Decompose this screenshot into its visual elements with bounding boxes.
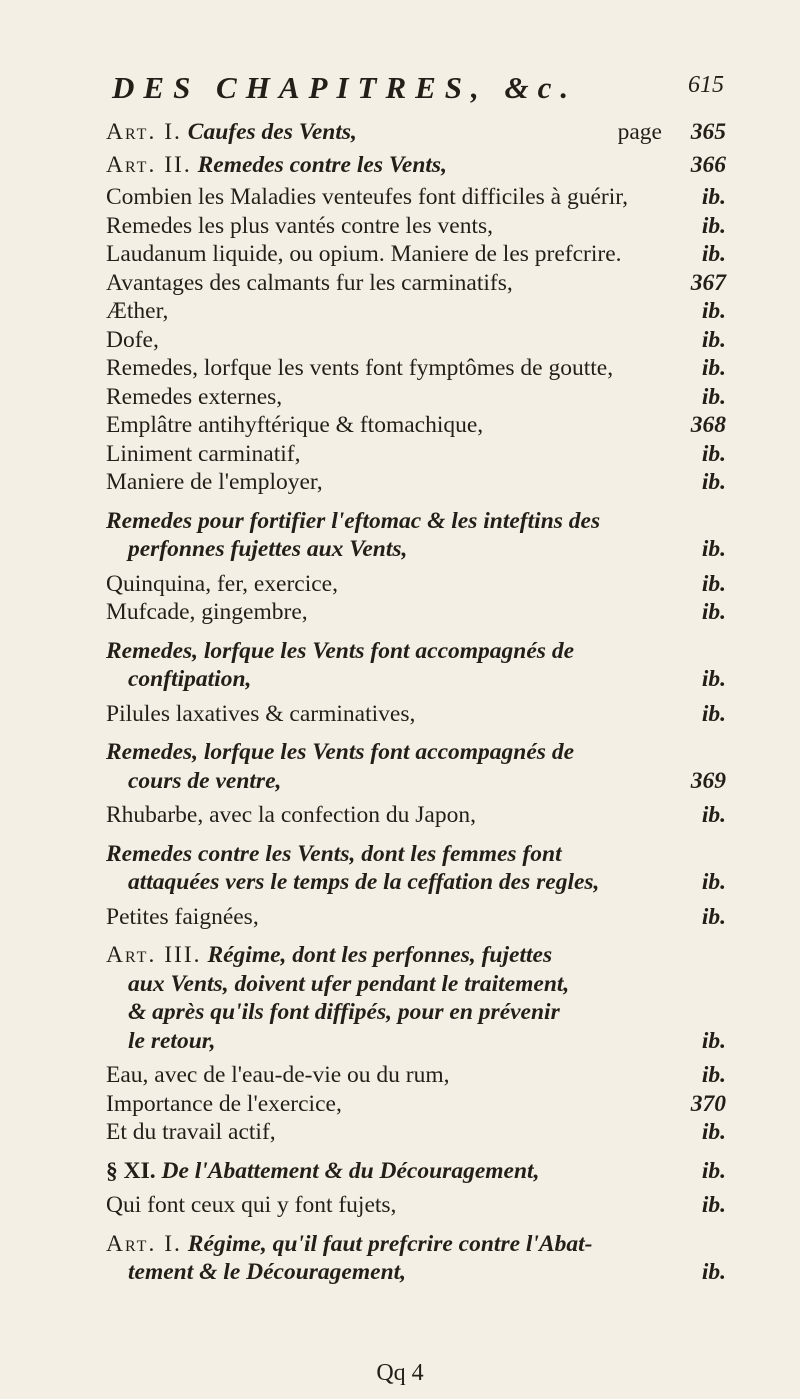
toc-entry [106,700,726,729]
entry-text: Combien les Maladies venteufes font difficiles à guérir, [106,184,629,210]
toc-entry [106,118,726,147]
heading-line: tement & le Découragement, [128,1259,407,1285]
entry-text: Mufcade, gingembre, [106,599,308,625]
toc-entry [106,240,726,269]
page-reference: ib. [701,1119,726,1145]
entry-prefix: Art. I. [106,119,182,145]
page-word: page [617,119,662,145]
page-reference: ib. [701,184,726,210]
section-prefix: § XI. [106,1157,156,1184]
toc-entry [106,598,726,627]
entry-text: Remedes externes, [106,383,283,410]
toc-entry [106,212,726,241]
heading-line: Régime, qu'il faut prefcrire contre l'Abat- [187,1230,593,1257]
page-reference: ib. [701,903,726,930]
page-reference: ib. [701,355,726,381]
toc-entry [106,354,726,383]
toc-entry [106,941,726,1055]
toc-entry [106,1118,726,1147]
page-reference: ib. [701,869,726,895]
entry-text: Importance de l'exercice, [106,1090,342,1117]
heading-line: Régime, dont les perfonnes, fujettes [207,942,553,968]
toc-entry [106,903,726,932]
page-reference: ib. [701,700,726,727]
entry-text: Rhubarbe, avec la confection du Japon, [106,802,476,828]
page-reference: ib. [701,1157,726,1184]
heading-line: aux Vents, doivent ufer pendant le traitement, [128,970,570,997]
toc-entry [106,1191,726,1220]
page-reference: ib. [701,298,726,324]
section-title: De l'Abattement & du Découragement, [161,1157,540,1184]
toc-entry [106,570,726,599]
toc-entry [106,1157,726,1186]
heading-line: conftipation, [128,666,252,692]
heading-line: attaquées vers le temps de la ceffation des regles, [128,869,600,895]
header-title: DES CHAPITRES, &c. [112,70,578,105]
page-reference: ib. [701,599,726,625]
entry-text: Eau, avec de l'eau-de-vie ou du rum, [106,1062,450,1088]
entry-text: Dofe, [106,326,159,353]
toc-entry [106,183,726,212]
heading-line: Remedes, lorfque les Vents font accompagnés de [106,739,575,765]
page-reference: ib. [701,1062,726,1088]
page-reference: ib. [701,383,726,410]
toc-entry [106,738,726,795]
toc-entry [106,507,726,564]
entry-text: Remedes, lorfque les vents font fymptômes de goutte, [106,355,614,381]
entry-text: Quinquina, fer, exercice, [106,570,338,597]
entry-prefix: Art. I. [106,1230,182,1257]
page-reference: ib. [701,326,726,353]
entry-text: Maniere de l'employer, [106,469,323,495]
heading-line: cours de ventre, [128,767,282,794]
heading-line: Remedes, lorfque les Vents font accompagnés de [106,637,575,664]
entry-text: Et du travail actif, [106,1119,276,1145]
toc-entry [106,1230,726,1287]
entry-text: Pilules laxatives & carminatives, [106,700,416,727]
entry-text: Æther, [106,298,169,324]
entry-title: Caufes des Vents, [187,119,357,145]
page-reference: 367 [690,269,726,296]
entry-text: Emplâtre antihyftérique & ftomachique, [106,412,484,438]
page-reference: ib. [701,1259,726,1285]
heading-line: perfonnes fujettes aux Vents, [128,536,408,562]
page-reference: ib. [701,570,726,597]
entry-text: Remedes les plus vantés contre les vents, [106,212,494,239]
heading-line: le retour, [128,1027,216,1054]
heading-line: Remedes contre les Vents, dont les femmes font [106,840,562,867]
page-reference: 370 [690,1090,726,1117]
toc-entry [106,801,726,830]
page-reference: ib. [701,241,726,267]
page-reference: ib. [701,212,726,239]
entry-prefix: Art. III. [106,942,202,968]
page-reference: 368 [690,412,726,438]
page-reference: 366 [690,151,726,178]
entry-text: Petites faignées, [106,903,259,930]
page-reference: ib. [701,440,726,467]
page-reference: ib. [701,536,726,562]
table-of-contents [106,118,726,1293]
heading-line: & après qu'ils font diffipés, pour en prévenir [128,999,560,1025]
toc-entry [106,326,726,355]
page-reference: ib. [701,1027,726,1054]
header-page-number: 615 [688,72,724,98]
page-reference: 369 [690,767,726,794]
signature-mark: Qq 4 [376,1360,424,1386]
page-reference: ib. [701,666,726,692]
page-reference: ib. [701,469,726,495]
running-header [112,70,724,110]
entry-text: Laudanum liquide, ou opium. Maniere de les prefcrire. [106,241,622,267]
toc-entry [106,411,726,440]
entry-prefix: Art. II. [106,151,192,178]
toc-entry [106,383,726,412]
entry-text: Liniment carminatif, [106,440,301,467]
toc-entry [106,151,726,180]
toc-entry [106,637,726,694]
entry-text: Qui font ceux qui y font fujets, [106,1192,397,1218]
page-reference: ib. [701,802,726,828]
entry-text: Avantages des calmants fur les carminatifs, [106,269,513,296]
toc-entry [106,1090,726,1119]
page-reference: ib. [701,1192,726,1218]
toc-entry [106,840,726,897]
toc-entry [106,297,726,326]
toc-entry [106,468,726,497]
heading-line: Remedes pour fortifier l'eftomac & les inteftins des [106,507,601,534]
toc-entry [106,440,726,469]
page-reference: 365 [690,119,726,145]
entry-title: Remedes contre les Vents, [197,151,447,178]
toc-entry [106,269,726,298]
toc-entry [106,1061,726,1090]
